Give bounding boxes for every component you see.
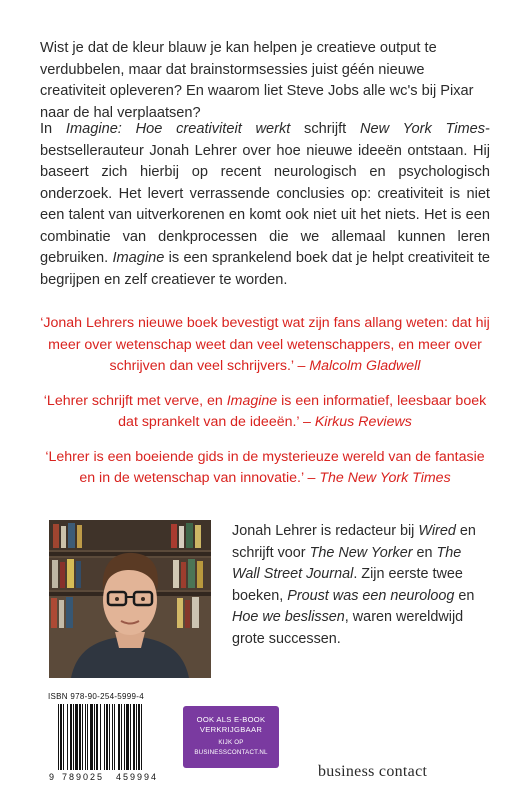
ebook-badge: [183, 706, 279, 768]
ebook-line-2: VERKRIJGBAAR: [199, 724, 263, 734]
nyt-mention: New York Times: [359, 121, 486, 137]
quote-text: ‘Jonah Lehrers nieuwe boek bevestigt wat zijn fans allang weten: dat hij meer over wetenschap weet dan veel wetenschappers, en meer over schrijven dan veel schrijvers.’: [40, 315, 490, 374]
barcode-left-digits: 789025: [62, 772, 105, 782]
quote-dash: –: [303, 470, 320, 486]
barcode-right-digits: 459994: [116, 772, 159, 782]
author-bio: [232, 521, 482, 650]
quote-source: Malcolm Gladwell: [309, 358, 421, 374]
quote-source: Kirkus Reviews: [314, 414, 412, 430]
description-text: schrijft: [290, 121, 360, 137]
bio-emphasis: Wired: [418, 523, 456, 539]
quote-emphasis: Imagine: [226, 392, 278, 409]
description-text: -bestsellerauteur Jonah Lehrer over hoe nieuwe ideeën ontstaan. Hij baseert zich hierbij op recent neurologisch en psychologisch onderzoek. Het levert verrassende conclusies op: creativiteit is niet een talent van uitverkorenen en komt ook niet uit het niets. Het is een combinatie van denkprocessen die we allemaal kunnen leren gebruiken.: [40, 121, 490, 266]
bio-text: . Zijn eerste twee boeken,: [232, 566, 463, 604]
quote-nyt: [40, 447, 490, 490]
quote-dash: –: [299, 414, 315, 430]
description-paragraph: [40, 119, 490, 291]
bio-text: Jonah Lehrer is redacteur bij: [232, 523, 419, 539]
description-text: In: [40, 121, 66, 137]
ebook-line-3: KIJK OP: [218, 739, 244, 746]
bio-emphasis: Hoe we beslissen: [232, 609, 345, 625]
quote-kirkus: [40, 391, 490, 434]
bio-emphasis: Proust was een neuroloog: [287, 587, 455, 604]
barcode: [48, 702, 174, 782]
quote-text: ‘Lehrer is een boeiende gids in de mysterieuze wereld van de fantasie en in de wetenschap van innovatie.’: [45, 448, 485, 486]
description-text: is een sprankelend boek dat je helpt creativiteit te begrijpen en zelf creatiever te worden.: [40, 250, 490, 288]
isbn-label: ISBN 978-90-254-5999-4: [48, 692, 144, 701]
bio-emphasis: The Wall Street Journal: [232, 544, 462, 582]
book-title: Imagine: Hoe creativiteit werkt: [65, 121, 291, 137]
ebook-line-4: BUSINESSCONTACT.NL: [194, 748, 268, 756]
review-quotes: [40, 313, 490, 503]
quote-source: The New York Times: [319, 470, 451, 486]
author-photo: [49, 520, 211, 678]
quote-gladwell: [40, 313, 490, 378]
quote-text: is een informatief, leesbaar boek dat sprankelt van de ideeën.’: [118, 392, 487, 430]
bio-text: en: [412, 544, 437, 561]
bio-emphasis: The New Yorker: [309, 544, 413, 561]
barcode-bars: [58, 704, 142, 770]
intro-paragraph: Wist je dat de kleur blauw je kan helpen je creatieve output te verdubbelen, maar dat brainstormsessies juist géén nieuwe creativiteit opleveren? En waarom liet Steve Jobs alle wc's bij Pixar naar de hal verplaatsen?: [40, 40, 474, 121]
bio-text: en schrijft voor: [232, 523, 476, 561]
ebook-line-1: OOK ALS E-BOOK: [196, 715, 266, 724]
quote-dash: –: [293, 358, 310, 374]
quote-text: ‘Lehrer schrijft met verve, en: [43, 392, 227, 409]
author-portrait-illustration: [49, 520, 211, 678]
bio-text: en: [454, 587, 475, 604]
barcode-lead-digit: 9: [49, 772, 55, 782]
bio-text: , waren wereldwijd grote successen.: [232, 609, 464, 647]
imagine-mention: Imagine: [112, 250, 165, 266]
publisher-logo: business contact: [318, 763, 428, 780]
